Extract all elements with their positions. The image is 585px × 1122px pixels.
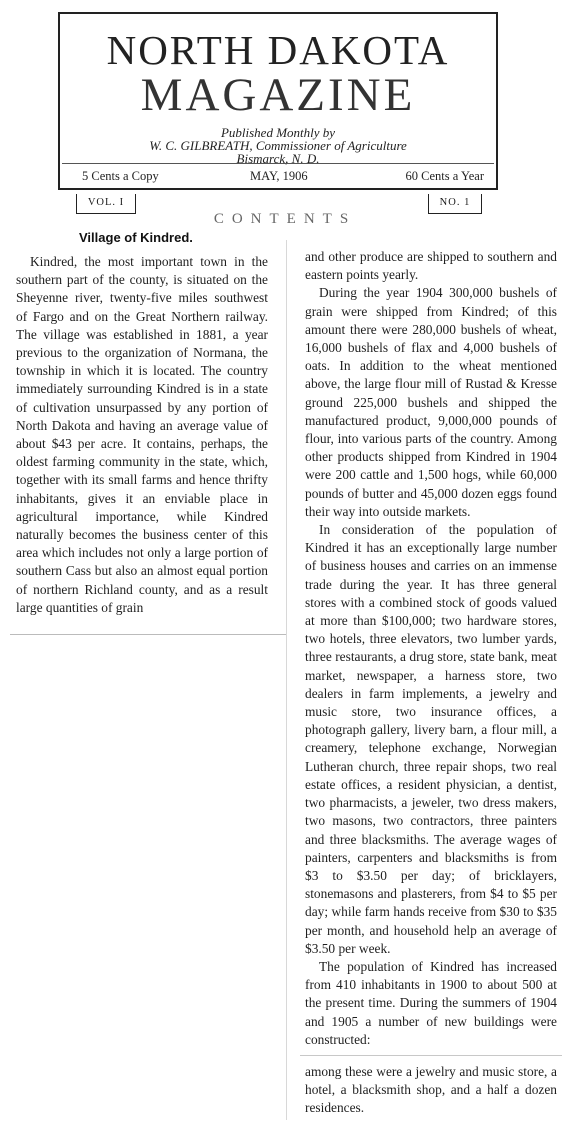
left-column-bottom-rule — [10, 634, 286, 635]
magazine-title-line2: MAGAZINE — [140, 69, 416, 121]
column-divider — [286, 240, 287, 1120]
masthead-info-row — [82, 169, 484, 185]
published-line: Published Monthly by — [220, 125, 336, 140]
right-column — [305, 248, 557, 1049]
article-title: Village of Kindred. — [79, 230, 193, 245]
paragraph: During the year 1904 300,000 bushels of grain were shipped from Kindred; of this amount there were 280,000 bushels of wheat, 16,000 bushels of flax and 4,000 bushels of oats. In addition to the wheat mentioned above, the large flour mill of Rustad & Kresse ground 225,000 bushels and shipped the manufactured product, 9,000,000 pounds of flour, into various parts of the country. Among other products shipped from Kindred in 1904 were 200 cattle and 1,500 hogs, while 60,000 pounds of butter and 45,000 dozen eggs found their way into outside markets. — [305, 285, 557, 519]
issue-date: MAY, 1906 — [250, 169, 308, 183]
volume-label: VOL. I — [76, 194, 136, 214]
publisher-line: W. C. GILBREATH, Commissioner of Agriculture — [149, 138, 407, 153]
price-per-copy: 5 Cents a Copy — [82, 169, 159, 183]
number-label: NO. 1 — [428, 194, 482, 214]
paragraph-tail: among these were a jewelry and music store, a hotel, a blacksmith shop, and a half a dozen residences. — [305, 1064, 557, 1116]
location-line: Bismarck, N. D. — [236, 151, 320, 166]
column-break-rule — [300, 1055, 562, 1056]
left-column — [16, 253, 268, 617]
masthead-rule — [62, 163, 494, 164]
price-per-year: 60 Cents a Year — [405, 169, 484, 183]
paragraph-continuation: and other produce are shipped to southern and eastern points yearly. — [305, 249, 557, 283]
paragraph: The population of Kindred has increased from 410 inhabitants in 1900 to about 500 at the present time. During the summers of 1904 and 1905 a number of new buildings were constructed: — [305, 958, 557, 1047]
paragraph: Kindred, the most important town in the southern part of the county, is situated on the Sheyenne river, twenty-five miles southwest of Fargo and on the Great Northern railway. The village was established in 1881, a year previous to the organization of Normana, the township in which it is located. The country immediately surrounding Kindred is in a state of cultivation unsurpassed by any portion of North Dakota and having an average value of about $43 per acre. It contains, perhaps, the oldest farming community in the state, which, together with its small farms and hence thrifty inhabitants, gives it an enviable place in agricultural importance, while Kindred naturally becomes the business center of this area which includes not only a large portion of southern Cass but also an almost equal portion of northern Richland county, and as a result large quantities of grain — [16, 254, 268, 615]
contents-heading: CONTENTS — [213, 211, 357, 227]
magazine-title-line1: NORTH DAKOTA — [106, 27, 450, 73]
masthead — [58, 12, 498, 190]
paragraph: In consideration of the population of Kindred it has an exceptionally large number of business houses and carries on an immense trade during the year. It has three general stores with a combined stock of goods valued at more than $100,000; two hardware stores, two hotels, three elevators, two lumber yards, three restaurants, a drug store, state bank, meat market, newspaper, a harness store, two dealers in farm implements, a jewelry and music store, two insurance offices, a photograph gallery, livery barn, a flour mill, a creamery, telephone exchange, Norwegian Lutheran church, three repair shops, two real estate offices, a resident physician, a dentist, two pharmacists, a jeweler, two dress makers, two masons, two contractors, three painters and three blacksmiths. The average wages of painters, carpenters and blacksmiths is from $3 to $3.50 per day; of bricklayers, stonemasons and plasterers, from $4 to $5 per day; while farm hands receive from $30 to $35 per month, and household help an average of $3.50 per week. — [305, 522, 557, 956]
publication-info — [60, 126, 496, 165]
right-column-tail — [305, 1063, 557, 1118]
